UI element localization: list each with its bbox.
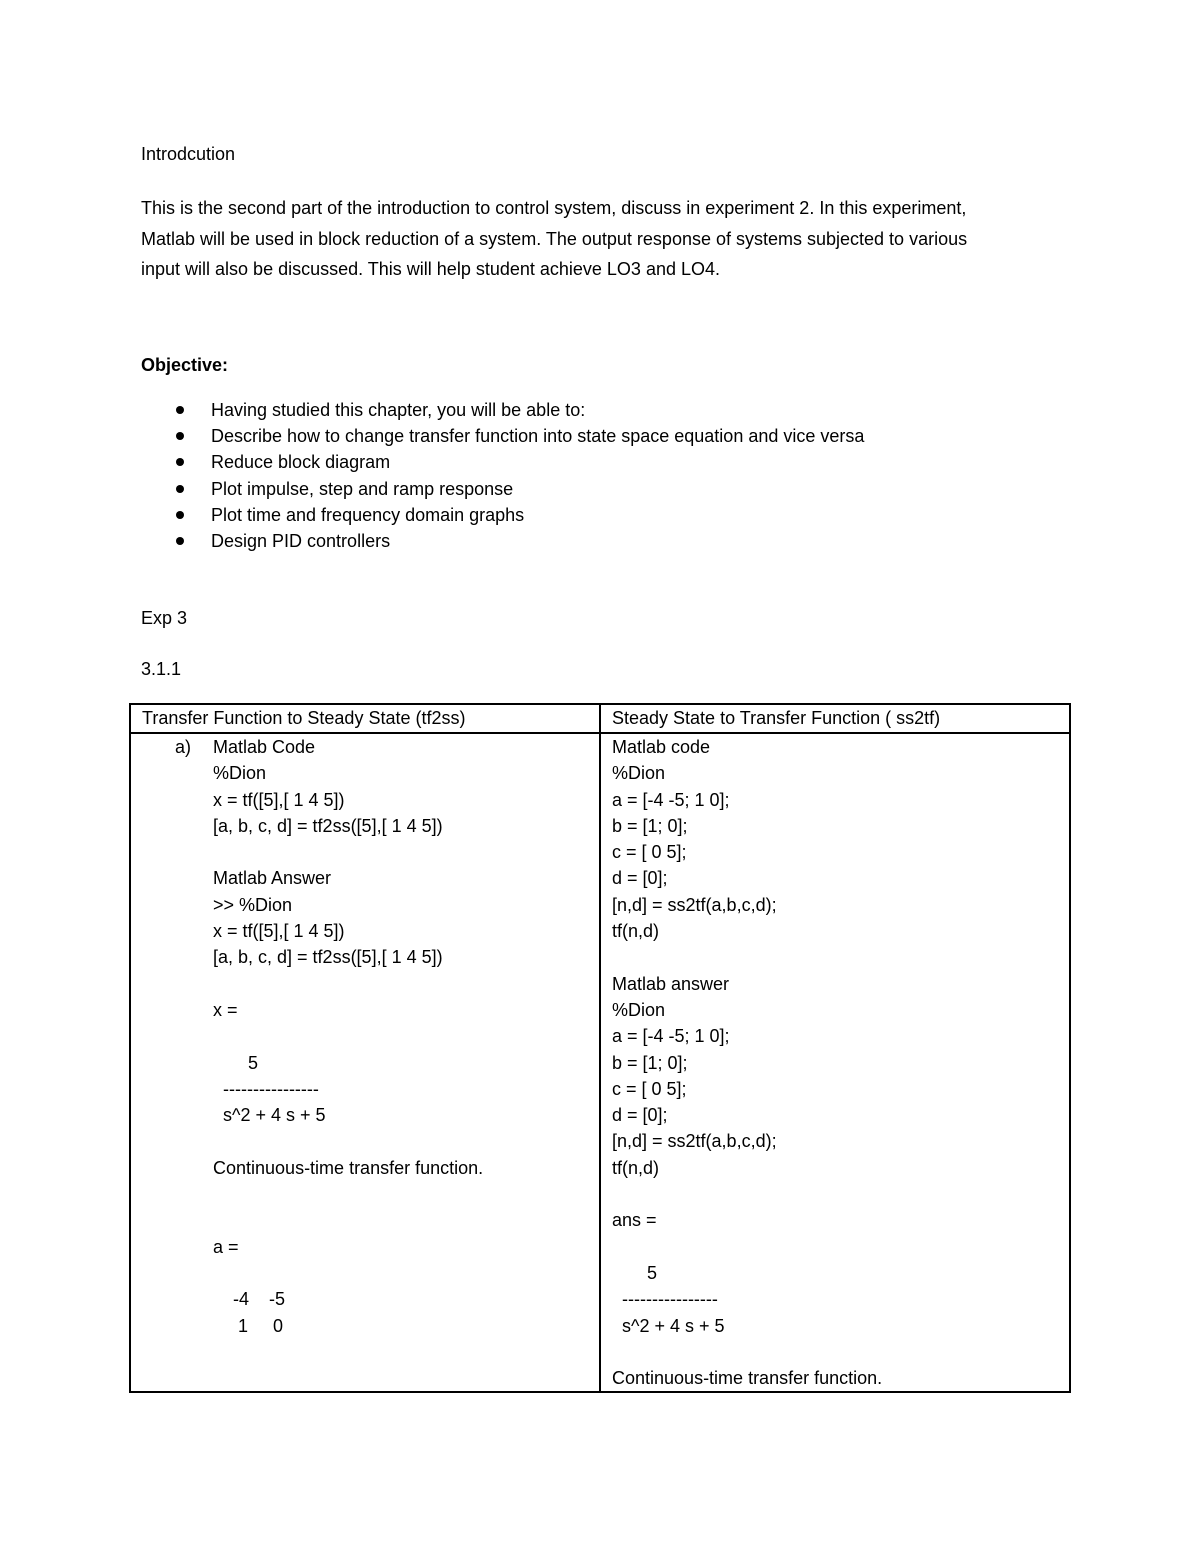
table-header-row [130, 704, 1070, 733]
code-line [612, 1339, 1069, 1365]
objective-heading: Objective: [141, 355, 229, 375]
code-line: Matlab Code [213, 737, 316, 757]
table-row [130, 733, 1070, 1392]
tf2ss-cell [130, 733, 600, 1392]
code-line: ---------------- [612, 1289, 718, 1310]
code-line: [n,d] = ss2tf(a,b,c,d); [612, 1131, 777, 1152]
code-line: >> %Dion [213, 894, 293, 915]
tf2ss-code-lines [213, 734, 599, 1339]
list-item: Having studied this chapter, you will be able to: [141, 397, 1041, 423]
code-line: a = [-4 -5; 1 0]; [612, 789, 730, 810]
code-line: %Dion [612, 999, 666, 1020]
code-line: Continuous-time transfer function. [213, 1157, 484, 1178]
bullet-icon [176, 432, 184, 440]
list-item: Design PID controllers [141, 528, 1041, 554]
code-line: c = [ 0 5]; [612, 1078, 687, 1099]
code-line: b = [1; 0]; [612, 815, 688, 836]
intro-paragraph-line: Matlab will be used in block reduction of a system. The output response of systems subjected to various [141, 228, 968, 249]
code-line [612, 1181, 1069, 1207]
bullet-icon [176, 511, 184, 519]
code-line: %Dion [612, 763, 666, 784]
intro-paragraph [141, 193, 1071, 285]
intro-heading: Introdcution [141, 144, 236, 164]
code-line: c = [ 0 5]; [612, 842, 687, 863]
code-line: tf(n,d) [612, 1157, 660, 1178]
code-line: [n,d] = ss2tf(a,b,c,d); [612, 894, 777, 915]
code-line [612, 944, 1069, 970]
code-line [213, 1023, 599, 1049]
code-line: Continuous-time transfer function. [612, 1368, 883, 1389]
code-line: d = [0]; [612, 1105, 668, 1126]
code-line: Matlab answer [612, 973, 730, 994]
code-line: ---------------- [213, 1078, 319, 1099]
code-line: Matlab Answer [213, 868, 332, 889]
experiment-title: Exp 3 [141, 608, 188, 628]
list-item: Describe how to change transfer function into state space equation and vice versa [141, 423, 1041, 449]
code-line: [a, b, c, d] = tf2ss([5],[ 1 4 5]) [213, 947, 443, 968]
code-line: s^2 + 4 s + 5 [612, 1315, 725, 1336]
code-line: d = [0]; [612, 868, 668, 889]
list-item: Plot time and frequency domain graphs [141, 502, 1041, 528]
list-item: Plot impulse, step and ramp response [141, 476, 1041, 502]
code-line [213, 971, 599, 997]
code-line: ans = [612, 1210, 657, 1231]
code-line [213, 839, 599, 865]
code-line: s^2 + 4 s + 5 [213, 1105, 326, 1126]
code-line: 5 [213, 1052, 259, 1073]
bullet-icon [176, 406, 184, 414]
code-line: 5 [612, 1262, 658, 1283]
code-line: a = [-4 -5; 1 0]; [612, 1026, 730, 1047]
code-line: 1 0 [213, 1315, 284, 1336]
ss2tf-code-lines [612, 734, 1069, 1391]
ss2tf-cell [600, 733, 1070, 1392]
code-line [612, 1234, 1069, 1260]
code-line: x = tf([5],[ 1 4 5]) [213, 789, 345, 810]
code-line [213, 1207, 599, 1233]
code-line: x = tf([5],[ 1 4 5]) [213, 921, 345, 942]
code-line: x = [213, 999, 238, 1020]
code-line: -4 -5 [213, 1289, 286, 1310]
code-line: b = [1; 0]; [612, 1052, 688, 1073]
code-line: a = [213, 1236, 239, 1257]
section-number: 3.1.1 [141, 659, 182, 679]
code-line: %Dion [213, 763, 267, 784]
header-ss2tf: Steady State to Transfer Function ( ss2tf) [600, 704, 1070, 733]
bullet-icon [176, 458, 184, 466]
code-line [213, 1181, 599, 1207]
code-line [213, 1128, 599, 1154]
bullet-icon [176, 485, 184, 493]
code-line: tf(n,d) [612, 921, 660, 942]
code-comparison-table [129, 703, 1071, 1393]
header-tf2ss: Transfer Function to Steady State (tf2ss) [130, 704, 600, 733]
code-line [213, 1260, 599, 1286]
intro-paragraph-line: input will also be discussed. This will help student achieve LO3 and LO4. [141, 259, 720, 279]
code-line: Matlab code [612, 737, 711, 757]
intro-paragraph-line: This is the second part of the introduction to control system, discuss in experiment 2. In this experiment, [141, 198, 967, 218]
objective-list [141, 397, 1041, 554]
list-item: Reduce block diagram [141, 449, 1041, 475]
bullet-icon [176, 537, 184, 545]
item-marker: a) [175, 737, 192, 757]
code-line: [a, b, c, d] = tf2ss([5],[ 1 4 5]) [213, 815, 443, 836]
